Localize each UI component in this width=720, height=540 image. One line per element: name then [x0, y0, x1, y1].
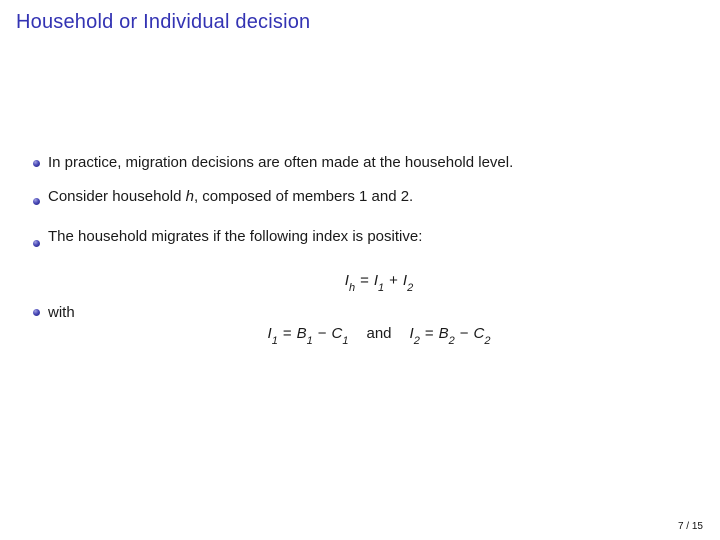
equals-sign: = — [424, 325, 434, 342]
equals-sign: = — [282, 325, 292, 342]
page-number: 7 / 15 — [677, 521, 703, 532]
math-subscript: 1 — [342, 335, 349, 347]
math-subscript: 2 — [407, 282, 414, 294]
math-var: B — [438, 325, 449, 342]
math-subscript: 1 — [378, 282, 385, 294]
equals-sign: = — [360, 272, 369, 289]
bullet-text-4: with — [48, 304, 75, 321]
math-subscript: 1 — [306, 335, 313, 347]
bullet-ball-icon — [33, 309, 40, 316]
bullet-ball-icon — [33, 160, 40, 167]
bullet-ball-icon — [33, 198, 40, 205]
bullet-text-1: In practice, migration decisions are often made at the household level. — [48, 154, 514, 171]
math-var: I — [267, 325, 272, 342]
math-subscript: 1 — [271, 335, 278, 347]
math-subscript: h — [348, 282, 356, 294]
math-var: I — [409, 325, 414, 342]
plus-sign: + — [389, 272, 398, 289]
math-var: B — [296, 325, 307, 342]
math-subscript: 2 — [448, 335, 455, 347]
math-subscript: 2 — [484, 335, 491, 347]
math-var: C — [473, 325, 485, 342]
bullet-text-3: The household migrates if the following index is positive: — [48, 228, 423, 245]
math-var: C — [331, 325, 343, 342]
conjunction-and: and — [366, 325, 392, 342]
bullet-ball-icon — [33, 240, 40, 247]
slide-title: Household or Individual decision — [16, 11, 311, 33]
minus-sign: − — [459, 325, 469, 342]
formula-household-index — [48, 272, 710, 294]
math-var: I — [344, 272, 349, 289]
minus-sign: − — [317, 325, 327, 342]
math-var: I — [373, 272, 379, 289]
math-subscript: 2 — [413, 335, 420, 347]
math-var: I — [402, 272, 408, 289]
text-segment: , composed of members 1 and 2. — [193, 188, 414, 205]
math-var-h: h — [185, 188, 194, 205]
formula-member-indices — [48, 325, 710, 347]
bullet-text-2 — [48, 188, 704, 205]
text-segment: Consider household — [48, 188, 186, 205]
